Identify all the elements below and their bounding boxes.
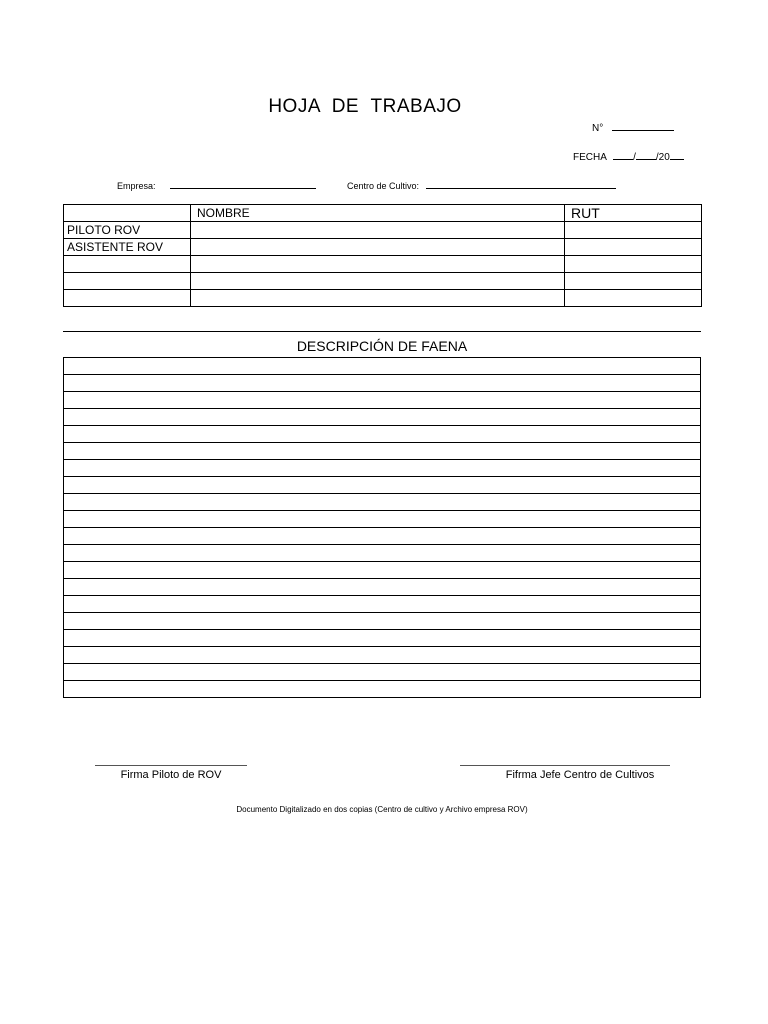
fecha-field[interactable] bbox=[573, 150, 684, 163]
description-line bbox=[64, 375, 701, 392]
table-row bbox=[64, 239, 702, 256]
rut-header: RUT bbox=[565, 205, 702, 222]
description-line bbox=[64, 562, 701, 579]
fecha-day-blank[interactable] bbox=[613, 150, 633, 160]
empresa-field[interactable] bbox=[117, 179, 316, 191]
description-line-cell[interactable] bbox=[64, 630, 701, 647]
role-cell: ASISTENTE ROV bbox=[64, 239, 191, 256]
signature-label-jefe: Fifrma Jefe Centro de Cultivos bbox=[505, 769, 655, 781]
description-line-cell[interactable] bbox=[64, 409, 701, 426]
centro-field[interactable] bbox=[347, 179, 616, 191]
description-line bbox=[64, 545, 701, 562]
section-divider bbox=[63, 331, 701, 332]
description-line bbox=[64, 681, 701, 698]
fecha-label: FECHA bbox=[573, 152, 607, 163]
empresa-blank[interactable] bbox=[170, 179, 316, 189]
fecha-year-blank[interactable] bbox=[670, 150, 684, 160]
signature-line-piloto[interactable] bbox=[95, 765, 247, 766]
table-row bbox=[64, 256, 702, 273]
rut-cell[interactable] bbox=[565, 256, 702, 273]
centro-label: Centro de Cultivo: bbox=[347, 181, 420, 191]
description-title: DESCRIPCIÓN DE FAENA bbox=[296, 338, 468, 354]
description-line-cell[interactable] bbox=[64, 579, 701, 596]
crew-header-row bbox=[64, 205, 702, 222]
description-line bbox=[64, 409, 701, 426]
fecha-month-blank[interactable] bbox=[636, 150, 656, 160]
description-line-cell[interactable] bbox=[64, 528, 701, 545]
crew-table bbox=[63, 204, 702, 307]
description-line-cell[interactable] bbox=[64, 443, 701, 460]
description-line bbox=[64, 613, 701, 630]
description-line-cell[interactable] bbox=[64, 613, 701, 630]
nombre-cell[interactable] bbox=[191, 273, 565, 290]
nombre-header: NOMBRE bbox=[191, 205, 565, 222]
page-title: HOJA DE TRABAJO bbox=[268, 96, 462, 117]
description-line-cell[interactable] bbox=[64, 358, 701, 375]
description-line-cell[interactable] bbox=[64, 596, 701, 613]
description-lines-table bbox=[63, 357, 701, 698]
description-line-cell[interactable] bbox=[64, 545, 701, 562]
nombre-cell[interactable] bbox=[191, 256, 565, 273]
description-line bbox=[64, 358, 701, 375]
description-line-cell[interactable] bbox=[64, 494, 701, 511]
role-cell[interactable] bbox=[64, 273, 191, 290]
description-line bbox=[64, 511, 701, 528]
signature-label-piloto: Firma Piloto de ROV bbox=[120, 769, 222, 781]
description-line-cell[interactable] bbox=[64, 375, 701, 392]
rut-cell[interactable] bbox=[565, 273, 702, 290]
nombre-cell[interactable] bbox=[191, 290, 565, 307]
description-line-cell[interactable] bbox=[64, 664, 701, 681]
description-line-cell[interactable] bbox=[64, 477, 701, 494]
numero-blank[interactable] bbox=[612, 121, 674, 131]
fecha-separator-2: /20 bbox=[655, 152, 670, 163]
description-line bbox=[64, 460, 701, 477]
description-line bbox=[64, 426, 701, 443]
description-line-cell[interactable] bbox=[64, 392, 701, 409]
nombre-cell[interactable] bbox=[191, 222, 565, 239]
numero-label: N° bbox=[592, 123, 604, 134]
role-cell[interactable] bbox=[64, 290, 191, 307]
rut-cell[interactable] bbox=[565, 239, 702, 256]
role-cell: PILOTO ROV bbox=[64, 222, 191, 239]
description-line bbox=[64, 477, 701, 494]
signature-line-jefe[interactable] bbox=[460, 765, 670, 766]
empresa-label: Empresa: bbox=[117, 181, 156, 191]
crew-role-header bbox=[64, 205, 191, 222]
description-line-cell[interactable] bbox=[64, 426, 701, 443]
description-line bbox=[64, 443, 701, 460]
description-line bbox=[64, 630, 701, 647]
table-row bbox=[64, 273, 702, 290]
table-row bbox=[64, 290, 702, 307]
table-row bbox=[64, 222, 702, 239]
description-line-cell[interactable] bbox=[64, 562, 701, 579]
rut-cell[interactable] bbox=[565, 222, 702, 239]
centro-blank[interactable] bbox=[426, 179, 616, 189]
nombre-cell[interactable] bbox=[191, 239, 565, 256]
description-line bbox=[64, 596, 701, 613]
description-line-cell[interactable] bbox=[64, 460, 701, 477]
description-line-cell[interactable] bbox=[64, 511, 701, 528]
rut-cell[interactable] bbox=[565, 290, 702, 307]
description-line bbox=[64, 528, 701, 545]
description-line bbox=[64, 579, 701, 596]
footer-note: Documento Digitalizado en dos copias (Centro de cultivo y Archivo empresa ROV) bbox=[236, 805, 528, 814]
description-line-cell[interactable] bbox=[64, 681, 701, 698]
description-line bbox=[64, 494, 701, 511]
description-line bbox=[64, 392, 701, 409]
description-line bbox=[64, 664, 701, 681]
role-cell[interactable] bbox=[64, 256, 191, 273]
numero-field[interactable] bbox=[592, 121, 674, 134]
description-line bbox=[64, 647, 701, 664]
description-line-cell[interactable] bbox=[64, 647, 701, 664]
fecha-separator-1: / bbox=[633, 152, 636, 163]
